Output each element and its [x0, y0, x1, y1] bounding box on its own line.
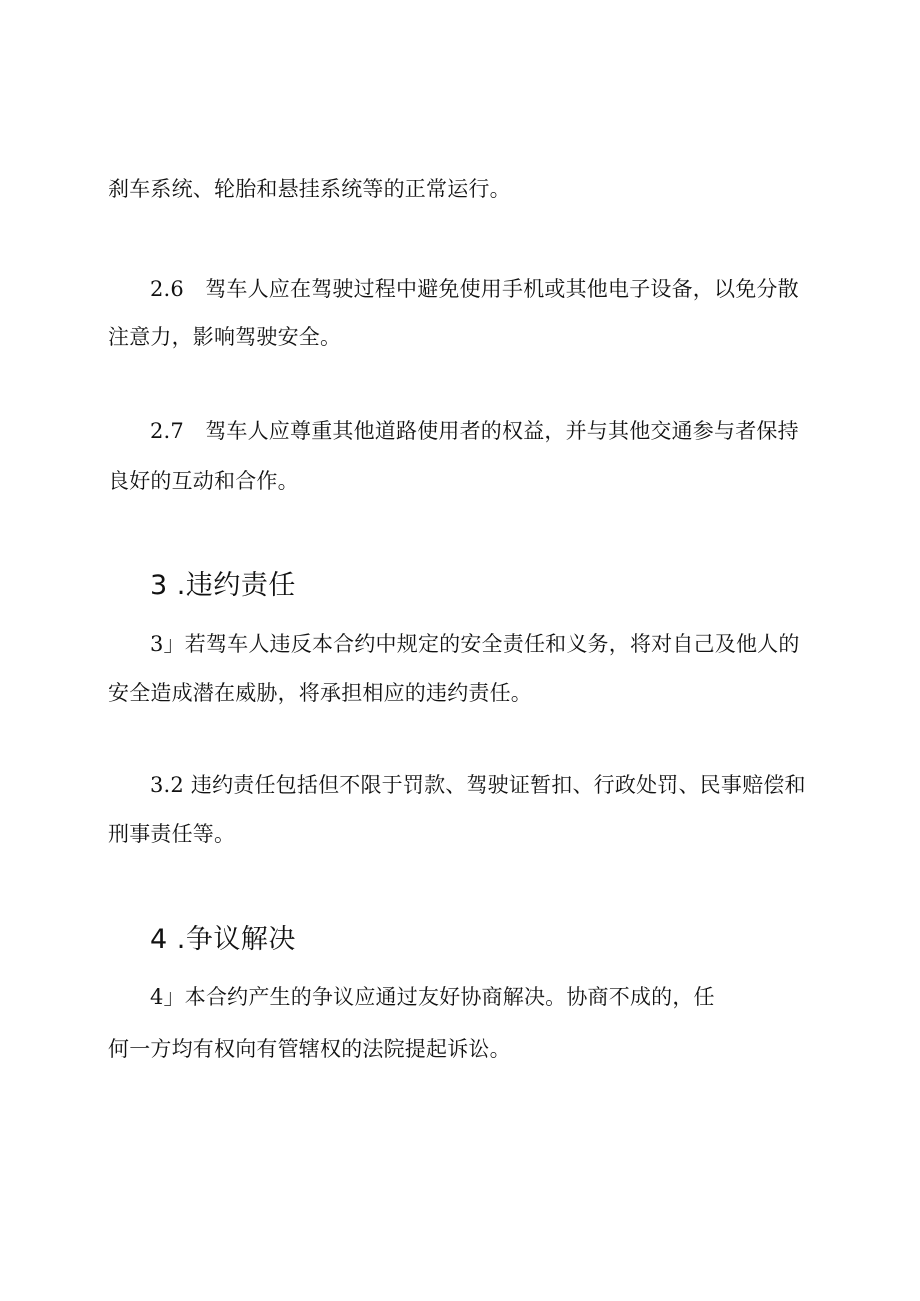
- clause-3-1-line-2: 安全造成潜在威胁，将承担相应的违约责任。: [108, 681, 532, 705]
- clause-3-1-line-1: 3」若驾车人违反本合约中规定的安全责任和义务，将对自己及他人的: [150, 632, 800, 656]
- clause-3-2-line-2: 刑事责任等。: [108, 822, 236, 846]
- clause-4-1-line-1: 4」本合约产生的争议应通过友好协商解决。协商不成的，任: [150, 985, 715, 1009]
- clause-2-7-line-2: 良好的互动和合作。: [108, 469, 299, 493]
- section-3-heading: 3 .违约责任: [150, 570, 296, 601]
- clause-4-1-line-2: 何一方均有权向有管辖权的法院提起诉讼。: [108, 1037, 511, 1061]
- clause-3-2-line-1: 3.2 违约责任包括但不限于罚款、驾驶证暂扣、行政处罚、民事赔偿和: [150, 773, 806, 797]
- clause-2-6-line-2: 注意力，影响驾驶安全。: [108, 325, 342, 349]
- clause-2-6-line-1: 2.6 驾车人应在驾驶过程中避免使用手机或其他电子设备，以免分散: [150, 277, 799, 301]
- clause-2-7-line-1: 2.7 驾车人应尊重其他道路使用者的权益，并与其他交通参与者保持: [150, 419, 799, 443]
- section-4-heading: 4 .争议解决: [150, 924, 296, 955]
- carryover-text: 刹车系统、轮胎和悬挂系统等的正常运行。: [108, 177, 511, 201]
